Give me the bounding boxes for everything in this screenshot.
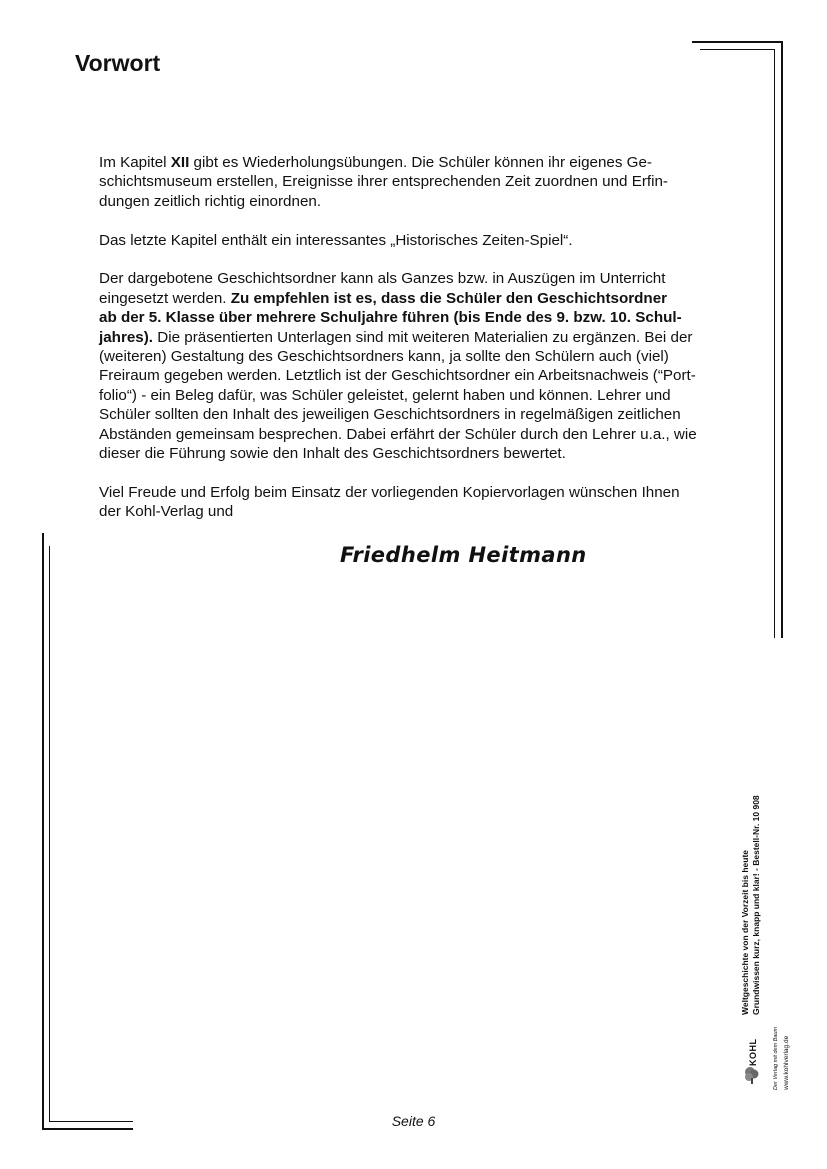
frame-top-right-inner-v <box>774 49 775 638</box>
frame-bottom-left-outer-v <box>42 533 44 1130</box>
paragraph-p3 <box>99 269 739 463</box>
text-segment: folio“) - ein Beleg dafür, was Schüler geleistet, gelernt haben und können. Lehrer und <box>99 386 671 404</box>
text-segment: dungen zeitlich richtig einordnen. <box>99 192 322 210</box>
text-segment: eingesetzt werden. <box>99 289 231 307</box>
text-segment: der Kohl-Verlag und <box>99 503 234 521</box>
tree-logo-icon <box>744 1065 760 1085</box>
text-segment: Abständen gemeinsam besprechen. Dabei erfährt der Schüler durch den Lehrer u.a., wie <box>99 425 697 443</box>
publisher-url: www.kohlverlag.de <box>783 1035 790 1090</box>
frame-top-right-outer-v <box>781 41 783 638</box>
text-segment: (weiteren) Gestaltung des Geschichtsordners kann, ja sollte den Schülern auch (viel) <box>99 348 669 366</box>
text-segment: Schüler sollten den Inhalt des jeweiligen Geschichtsordners in regelmäßigen zeitlichen <box>99 406 681 424</box>
publisher-logo-text: KOHL <box>748 1038 758 1066</box>
page-title: Vorwort <box>75 50 161 76</box>
text-segment: Die präsentierten Unterlagen sind mit weiteren Materialien zu ergänzen. Bei der <box>153 328 693 346</box>
text-segment: Der dargebotene Geschichtsordner kann als Ganzes bzw. in Auszügen im Unterricht <box>99 270 666 288</box>
paragraph-p2 <box>99 231 739 250</box>
author-signature: Friedhelm Heitmann <box>340 543 587 567</box>
page-number: Seite 6 <box>391 1113 436 1129</box>
frame-top-right-inner-h <box>700 49 775 50</box>
text-segment: jahres). <box>99 328 154 346</box>
preface-body <box>99 153 739 541</box>
text-segment: dieser die Führung sowie den Inhalt des Geschichtsordners bewertet. <box>99 445 566 463</box>
text-segment: Viel Freude und Erfolg beim Einsatz der vorliegenden Kopiervorlagen wünschen Ihnen <box>99 483 680 501</box>
paragraph-p1 <box>99 153 739 211</box>
book-title: Weltgeschichte von der Vorzeit bis heute <box>740 850 750 1015</box>
text-segment: Zu empfehlen ist es, dass die Schüler den Geschichtsordner <box>230 289 668 307</box>
book-subtitle-order-number: Grundwissen kurz, knapp und klar! - Bestell-Nr. 10 908 <box>751 795 761 1015</box>
text-segment: Das letzte Kapitel enthält ein interessantes „Historisches Zeiten-Spiel“. <box>99 231 573 249</box>
text-segment: gibt es Wiederholungsübungen. Die Schüler können ihr eigenes Ge- <box>189 154 652 171</box>
publisher-slogan: Der Verlag mit dem Baum <box>773 1026 779 1090</box>
text-segment: XII <box>170 154 190 171</box>
text-segment: Im Kapitel <box>99 154 171 171</box>
frame-bottom-left-inner-v <box>49 546 50 1122</box>
text-segment: Freiraum gegeben werden. Letztlich ist der Geschichtsordner ein Arbeitsnachweis (“Port- <box>99 367 696 385</box>
text-segment: ab der 5. Klasse über mehrere Schuljahre führen (bis Ende des 9. bzw. 10. Schul- <box>99 309 682 327</box>
paragraph-p4 <box>99 483 739 522</box>
text-segment: schichtsmuseum erstellen, Ereignisse ihrer entsprechenden Zeit zuordnen und Erfin- <box>99 173 668 191</box>
frame-top-right-outer-h <box>692 41 783 43</box>
